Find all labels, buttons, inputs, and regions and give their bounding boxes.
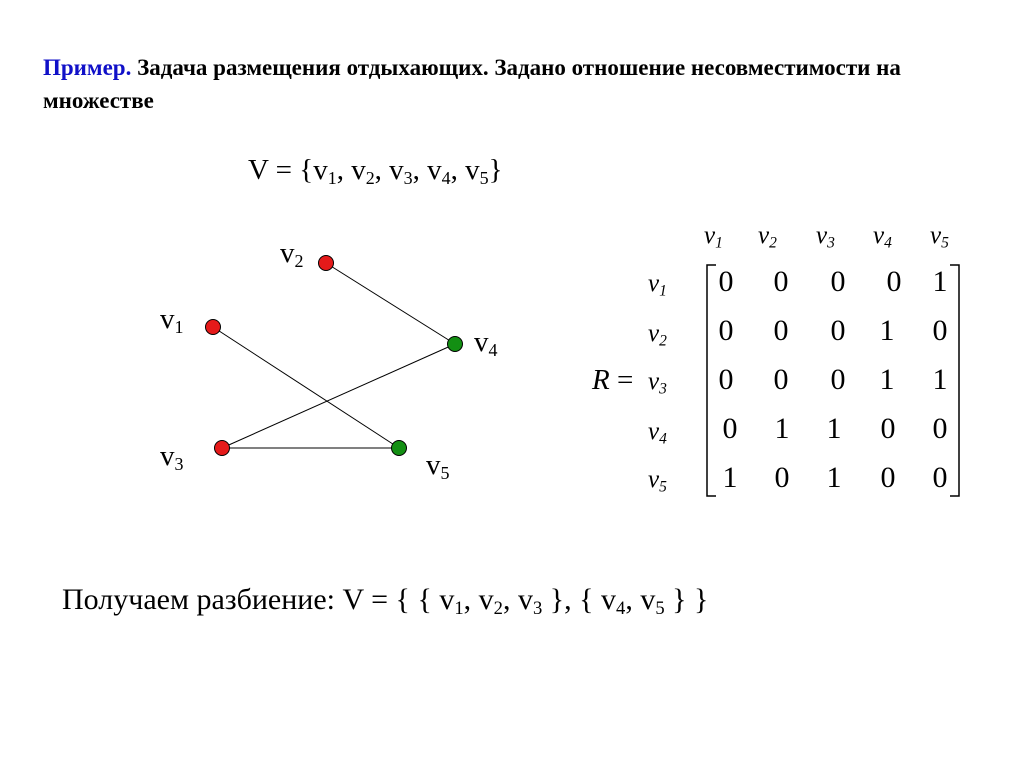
set-prefix: V = {v — [248, 154, 328, 186]
matrix-col-header-4: $v_4$ — [873, 222, 892, 252]
set-sep-4: , v — [450, 154, 480, 186]
set-sub-5: 5 — [479, 168, 489, 189]
matrix-cell-1-3: 0 — [830, 265, 846, 298]
vertex-label-v2: $v_2$ — [280, 237, 304, 272]
set-sep-3: , v — [412, 154, 442, 186]
result-sub-3: 3 — [532, 598, 543, 620]
matrix-cell-1-4: 0 — [886, 265, 902, 298]
vertex-label-v1: $v_1$ — [160, 303, 184, 338]
matrix-row-header-3: $v_3$ — [648, 368, 667, 398]
matrix-cell-3-4: 1 — [879, 363, 895, 396]
result-sub-1: 1 — [454, 598, 464, 620]
matrix-cell-1-5: 1 — [932, 265, 948, 298]
matrix-col-header-5: $v_5$ — [930, 222, 949, 252]
result-sub-2: 2 — [493, 598, 503, 620]
matrix-cell-5-1: 1 — [722, 461, 738, 494]
vertex-label-v5: $v_5$ — [426, 449, 450, 484]
matrix-cell-5-2: 0 — [774, 461, 790, 494]
matrix-cell-5-3: 1 — [826, 461, 842, 494]
matrix-cell-1-1: 0 — [718, 265, 734, 298]
matrix-row-header-2: $v_2$ — [648, 320, 667, 350]
vertex-label-v4: $v_4$ — [474, 326, 498, 361]
matrix-col-header-3: $v_3$ — [816, 222, 835, 252]
set-sub-2: 2 — [365, 168, 375, 189]
result-sep-3: }, { v — [542, 583, 617, 616]
set-sub-3: 3 — [403, 168, 413, 189]
heading-text: Задача размещения отдыхающих. Задано отношение несовместимости на множестве — [43, 55, 901, 113]
vertex-label-v3: $v_3$ — [160, 440, 184, 475]
matrix-cell-2-3: 0 — [830, 314, 846, 347]
matrix-cell-2-5: 0 — [932, 314, 948, 347]
matrix-cell-4-2: 1 — [774, 412, 790, 445]
matrix-cell-5-5: 0 — [932, 461, 948, 494]
matrix-name: R = — [592, 364, 634, 396]
matrix-cell-3-2: 0 — [773, 363, 789, 396]
matrix-row-header-5: $v_5$ — [648, 466, 667, 496]
matrix-cell-3-5: 1 — [932, 363, 948, 396]
matrix-cell-1-2: 0 — [773, 265, 789, 298]
partition-result — [62, 580, 708, 620]
matrix-row-header-1: $v_1$ — [648, 270, 667, 300]
set-sep-1: , v — [336, 154, 366, 186]
result-sub-5: 5 — [655, 598, 665, 620]
set-sep-5: } — [488, 154, 503, 186]
matrix-cell-2-2: 0 — [773, 314, 789, 347]
matrix-cell-4-1: 0 — [722, 412, 738, 445]
matrix-cell-4-3: 1 — [826, 412, 842, 445]
matrix-cell-5-4: 0 — [880, 461, 896, 494]
matrix-cell-4-5: 0 — [932, 412, 948, 445]
matrix-col-header-1: $v_1$ — [704, 222, 723, 252]
result-sep-1: , v — [463, 583, 494, 616]
matrix-cell-3-1: 0 — [718, 363, 734, 396]
result-sep-5: } } — [664, 583, 709, 616]
set-sub-4: 4 — [441, 168, 451, 189]
result-prefix: Получаем разбиение: V = { { v — [62, 583, 455, 616]
matrix-col-header-2: $v_2$ — [758, 222, 777, 252]
heading-lead: Пример. — [43, 55, 132, 80]
result-sub-4: 4 — [616, 598, 626, 620]
matrix-cell-4-4: 0 — [880, 412, 896, 445]
set-sub-1: 1 — [327, 168, 337, 189]
result-sep-2: , v — [502, 583, 533, 616]
matrix-cell-3-3: 0 — [830, 363, 846, 396]
set-sep-2: , v — [374, 154, 404, 186]
matrix-cell-2-4: 1 — [879, 314, 895, 347]
matrix-cell-2-1: 0 — [718, 314, 734, 347]
result-sep-4: , v — [625, 583, 656, 616]
matrix-row-header-4: $v_4$ — [648, 418, 667, 448]
